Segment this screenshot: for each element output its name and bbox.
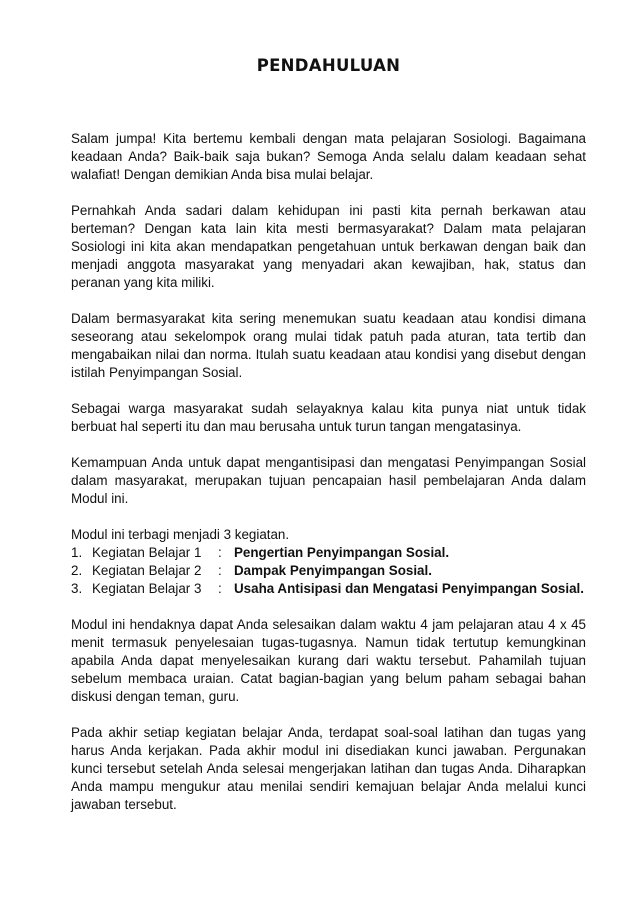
paragraph-socializing: Pernahkah Anda sadari dalam kehidupan ini pasti kita pernah berkawan atau berteman? Dengan kata lain kita mesti bermasyarakat? Dalam mata pelajaran Sosiologi ini kita akan mendapatkan pengetahuan untuk berkawan dengan baik dan menjadi anggota masyarakat yang menyadari akan kewajiban, hak, status dan peranan yang kita miliki. (71, 203, 586, 290)
list-item (71, 544, 586, 562)
paragraph-deviation: Dalam bermasyarakat kita sering menemukan suatu keadaan atau kondisi dimana seseorang atau sekelompok orang mulai tidak patuh pada aturan, tata tertib dan mengabaikan nilai dan norma. Itulah suatu keadaan atau kondisi yang disebut dengan istilah Penyimpangan Sosial. (71, 311, 586, 380)
activity-label: Kegiatan Belajar 1 (92, 545, 202, 560)
activity-label: Kegiatan Belajar 2 (92, 563, 202, 578)
list-number: 3. (71, 581, 83, 596)
list-item (71, 562, 586, 580)
list-item (71, 580, 586, 598)
paragraph-duration: Modul ini hendaknya dapat Anda selesaikan dalam waktu 4 jam pelajaran atau 4 x 45 menit termasuk penyelesaian tugas-tugasnya. Namun tidak tertutup kemungkinan apabila Anda dapat menyelesaikan kurang dari waktu tersebut. Pahamilah tujuan sebelum membaca uraian. Catat bagian-bagian yang belum paham sebagai bahan diskusi dengan teman, guru. (71, 617, 586, 704)
paragraph-citizen: Sebagai warga masyarakat sudah selayaknya kalau kita punya niat untuk tidak berbuat hal seperti itu dan mau berusaha untuk turun tangan mengatasinya. (71, 401, 586, 434)
paragraph-exercises: Pada akhir setiap kegiatan belajar Anda, terdapat soal-soal latihan dan tugas yang harus Anda kerjakan. Pada akhir modul ini disediakan kunci jawaban. Pergunakan kunci tersebut setelah Anda selesai mengerjakan latihan dan tugas Anda. Diharapkan Anda mampu mengukur atau menilai sendiri kemajuan belajar Anda melalui kunci jawaban tersebut. (71, 725, 586, 812)
separator: : (218, 563, 222, 578)
paragraph-greeting: Salam jumpa! Kita bertemu kembali dengan mata pelajaran Sosiologi. Bagaimana keadaan Anda? Baik-baik saja bukan? Semoga Anda selalu dalam keadaan sehat walafiat! Dengan demikian Anda bisa mulai belajar. (71, 131, 586, 182)
list-number: 1. (71, 545, 83, 560)
activity-label: Kegiatan Belajar 3 (92, 581, 202, 596)
separator: : (218, 581, 222, 596)
activity-title: Dampak Penyimpangan Sosial. (234, 563, 432, 578)
activity-title: Pengertian Penyimpangan Sosial. (234, 545, 450, 560)
separator: : (218, 545, 222, 560)
activity-title: Usaha Antisipasi dan Mengatasi Penyimpangan Sosial. (234, 581, 584, 596)
paragraph-goal: Kemampuan Anda untuk dapat mengantisipasi dan mengatasi Penyimpangan Sosial dalam masyarakat, merupakan tujuan pencapaian hasil pembelajaran Anda dalam Modul ini. (71, 455, 586, 506)
page-title: PENDAHULUAN (256, 56, 401, 75)
activities-list (71, 526, 586, 598)
list-number: 2. (71, 563, 83, 578)
activities-intro: Modul ini terbagi menjadi 3 kegiatan. (71, 527, 290, 542)
